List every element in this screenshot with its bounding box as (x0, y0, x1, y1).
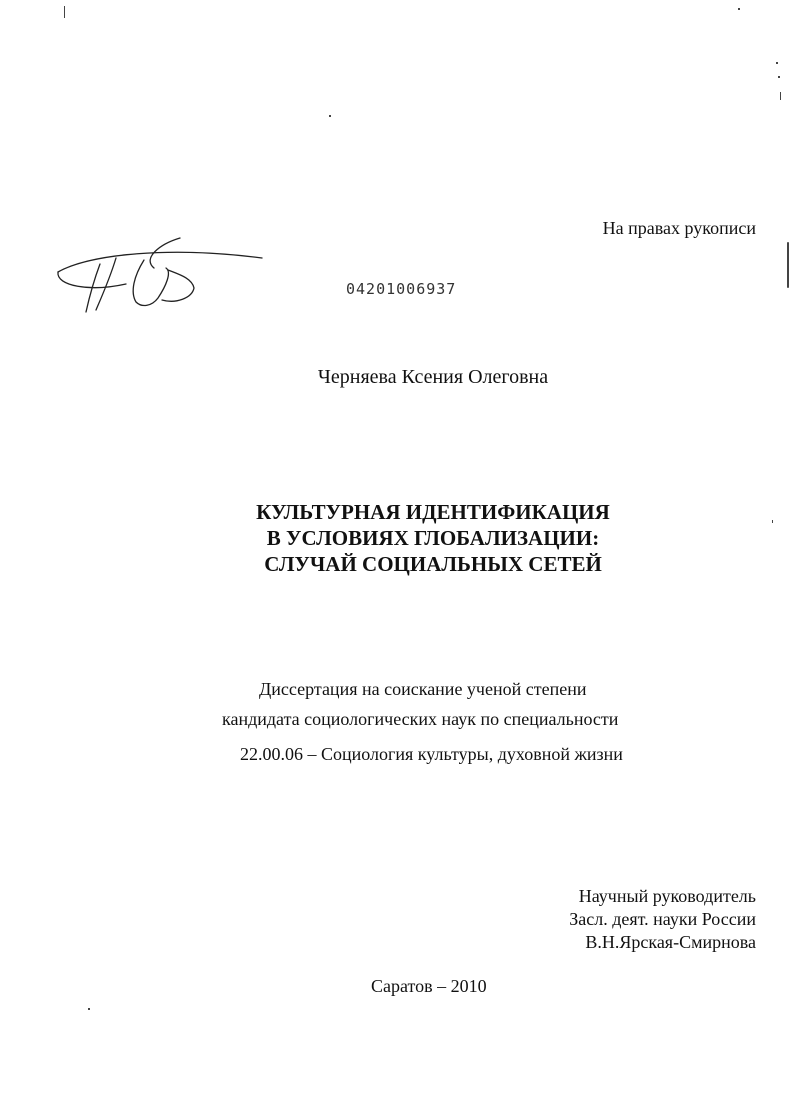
adviser-name: В.Н.Ярская-Смирнова (585, 932, 756, 952)
scan-speck (738, 8, 740, 10)
dissertation-title (0, 499, 796, 577)
scan-speck (778, 76, 780, 78)
document-number: 04201006937 (346, 280, 457, 298)
scan-speck (776, 62, 778, 64)
signature-stroke (162, 270, 194, 301)
scan-speck (64, 6, 65, 18)
title-line-1: КУЛЬТУРНАЯ ИДЕНТИФИКАЦИЯ (256, 500, 610, 524)
scan-speck (329, 115, 331, 117)
rights-notice: На правах рукописи (602, 218, 756, 238)
signature-stroke (58, 252, 262, 272)
scan-speck (780, 92, 781, 100)
scan-speck (88, 1008, 90, 1010)
scan-speck (772, 520, 773, 523)
scientific-adviser (569, 885, 756, 954)
title-line-3: СЛУЧАЙ СОЦИАЛЬНЫХ СЕТЕЙ (264, 552, 602, 576)
degree-description-line-2: кандидата социологических наук по специальности (222, 709, 619, 729)
signature-stroke (133, 260, 168, 305)
title-line-2: В УСЛОВИЯХ ГЛОБАЛИЗАЦИИ: (266, 526, 600, 550)
specialty-line: 22.00.06 – Социология культуры, духовной жизни (240, 744, 623, 764)
city-year: Саратов – 2010 (371, 976, 487, 996)
signature-stroke (58, 272, 126, 288)
author-signature (50, 228, 265, 318)
scan-edge-mark (787, 242, 789, 288)
degree-description-line-1: Диссертация на соискание ученой степени (259, 679, 587, 699)
adviser-rank: Засл. деят. науки России (569, 909, 756, 929)
author-name: Черняева Ксения Олеговна (317, 366, 549, 388)
adviser-role: Научный руководитель (578, 886, 756, 906)
